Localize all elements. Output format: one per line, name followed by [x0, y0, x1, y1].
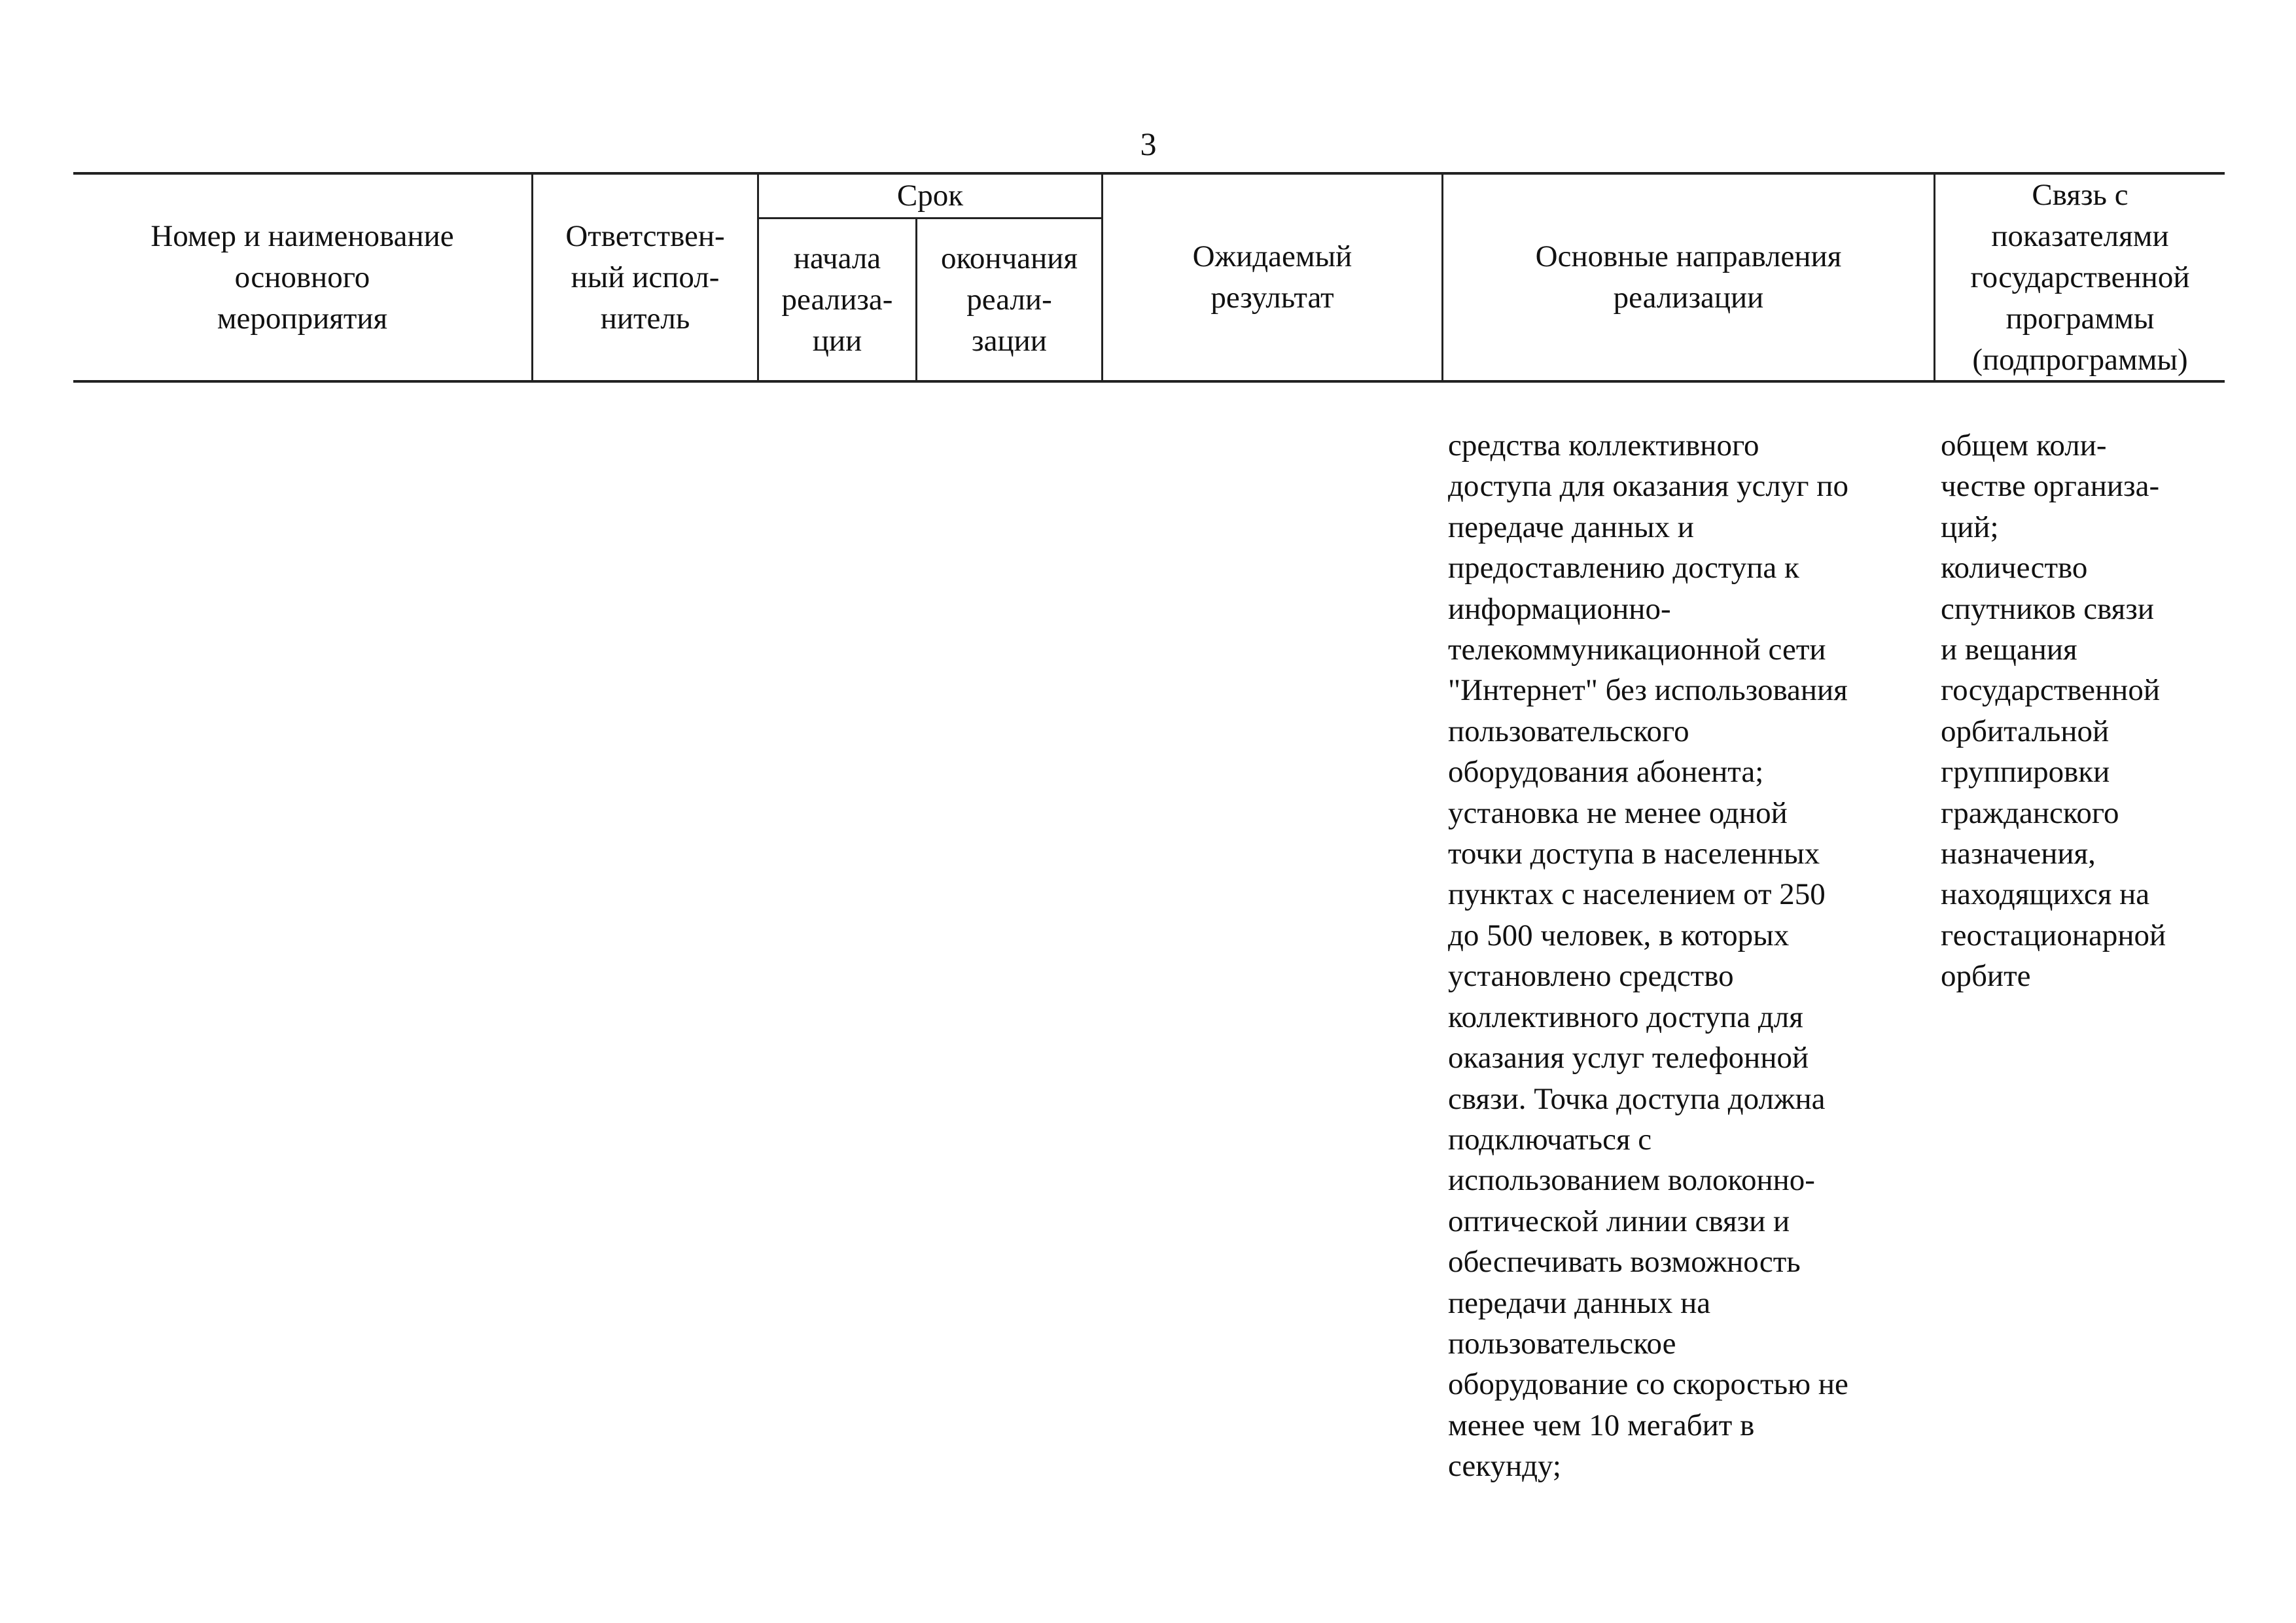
cell-main-directions: средства коллективного доступа для оказания услуг по передаче данных и предоставлению доступа к информационно- телекоммуникационной сети "Интернет" без использования пользовательского оборудования абонента; установка не менее одной точки доступа в населенных пунктах с населением от 250 до 500 человек, в которых установлено средство коллективного доступа для оказания услуг телефонной связи. Точка доступа должна подключаться с использованием волоконно- оптической линии связи и обеспечивать возможность передачи данных на пользовательское оборудование со скоростью не менее чем 10 мегабит в секунду;: [1448, 428, 1848, 1484]
header-term-start: начала реализа- ции: [781, 241, 893, 358]
header-event-name: Номер и наименование основного мероприятия: [150, 218, 454, 336]
header-term: Срок: [896, 179, 964, 213]
header-executor: Ответствен- ный испол- нитель: [565, 218, 725, 336]
header-indicators-link: Связь с показателями государственной программы (подпрограммы): [1970, 177, 2190, 377]
table-header-bottom-rule: [73, 380, 2225, 383]
cell-indicators-link: общем коли- честве организа- ций; количество спутников связи и вещания государственной орбитальной группировки гражданского назначения, находящихся на геостационарной орбите: [1941, 428, 2166, 994]
header-expected-result: Ожидаемый результат: [1192, 239, 1352, 315]
header-term-end: окончания реали- зации: [940, 241, 1078, 358]
page-number: 3: [1140, 126, 1157, 162]
header-main-directions: Основные направления реализации: [1535, 239, 1842, 315]
